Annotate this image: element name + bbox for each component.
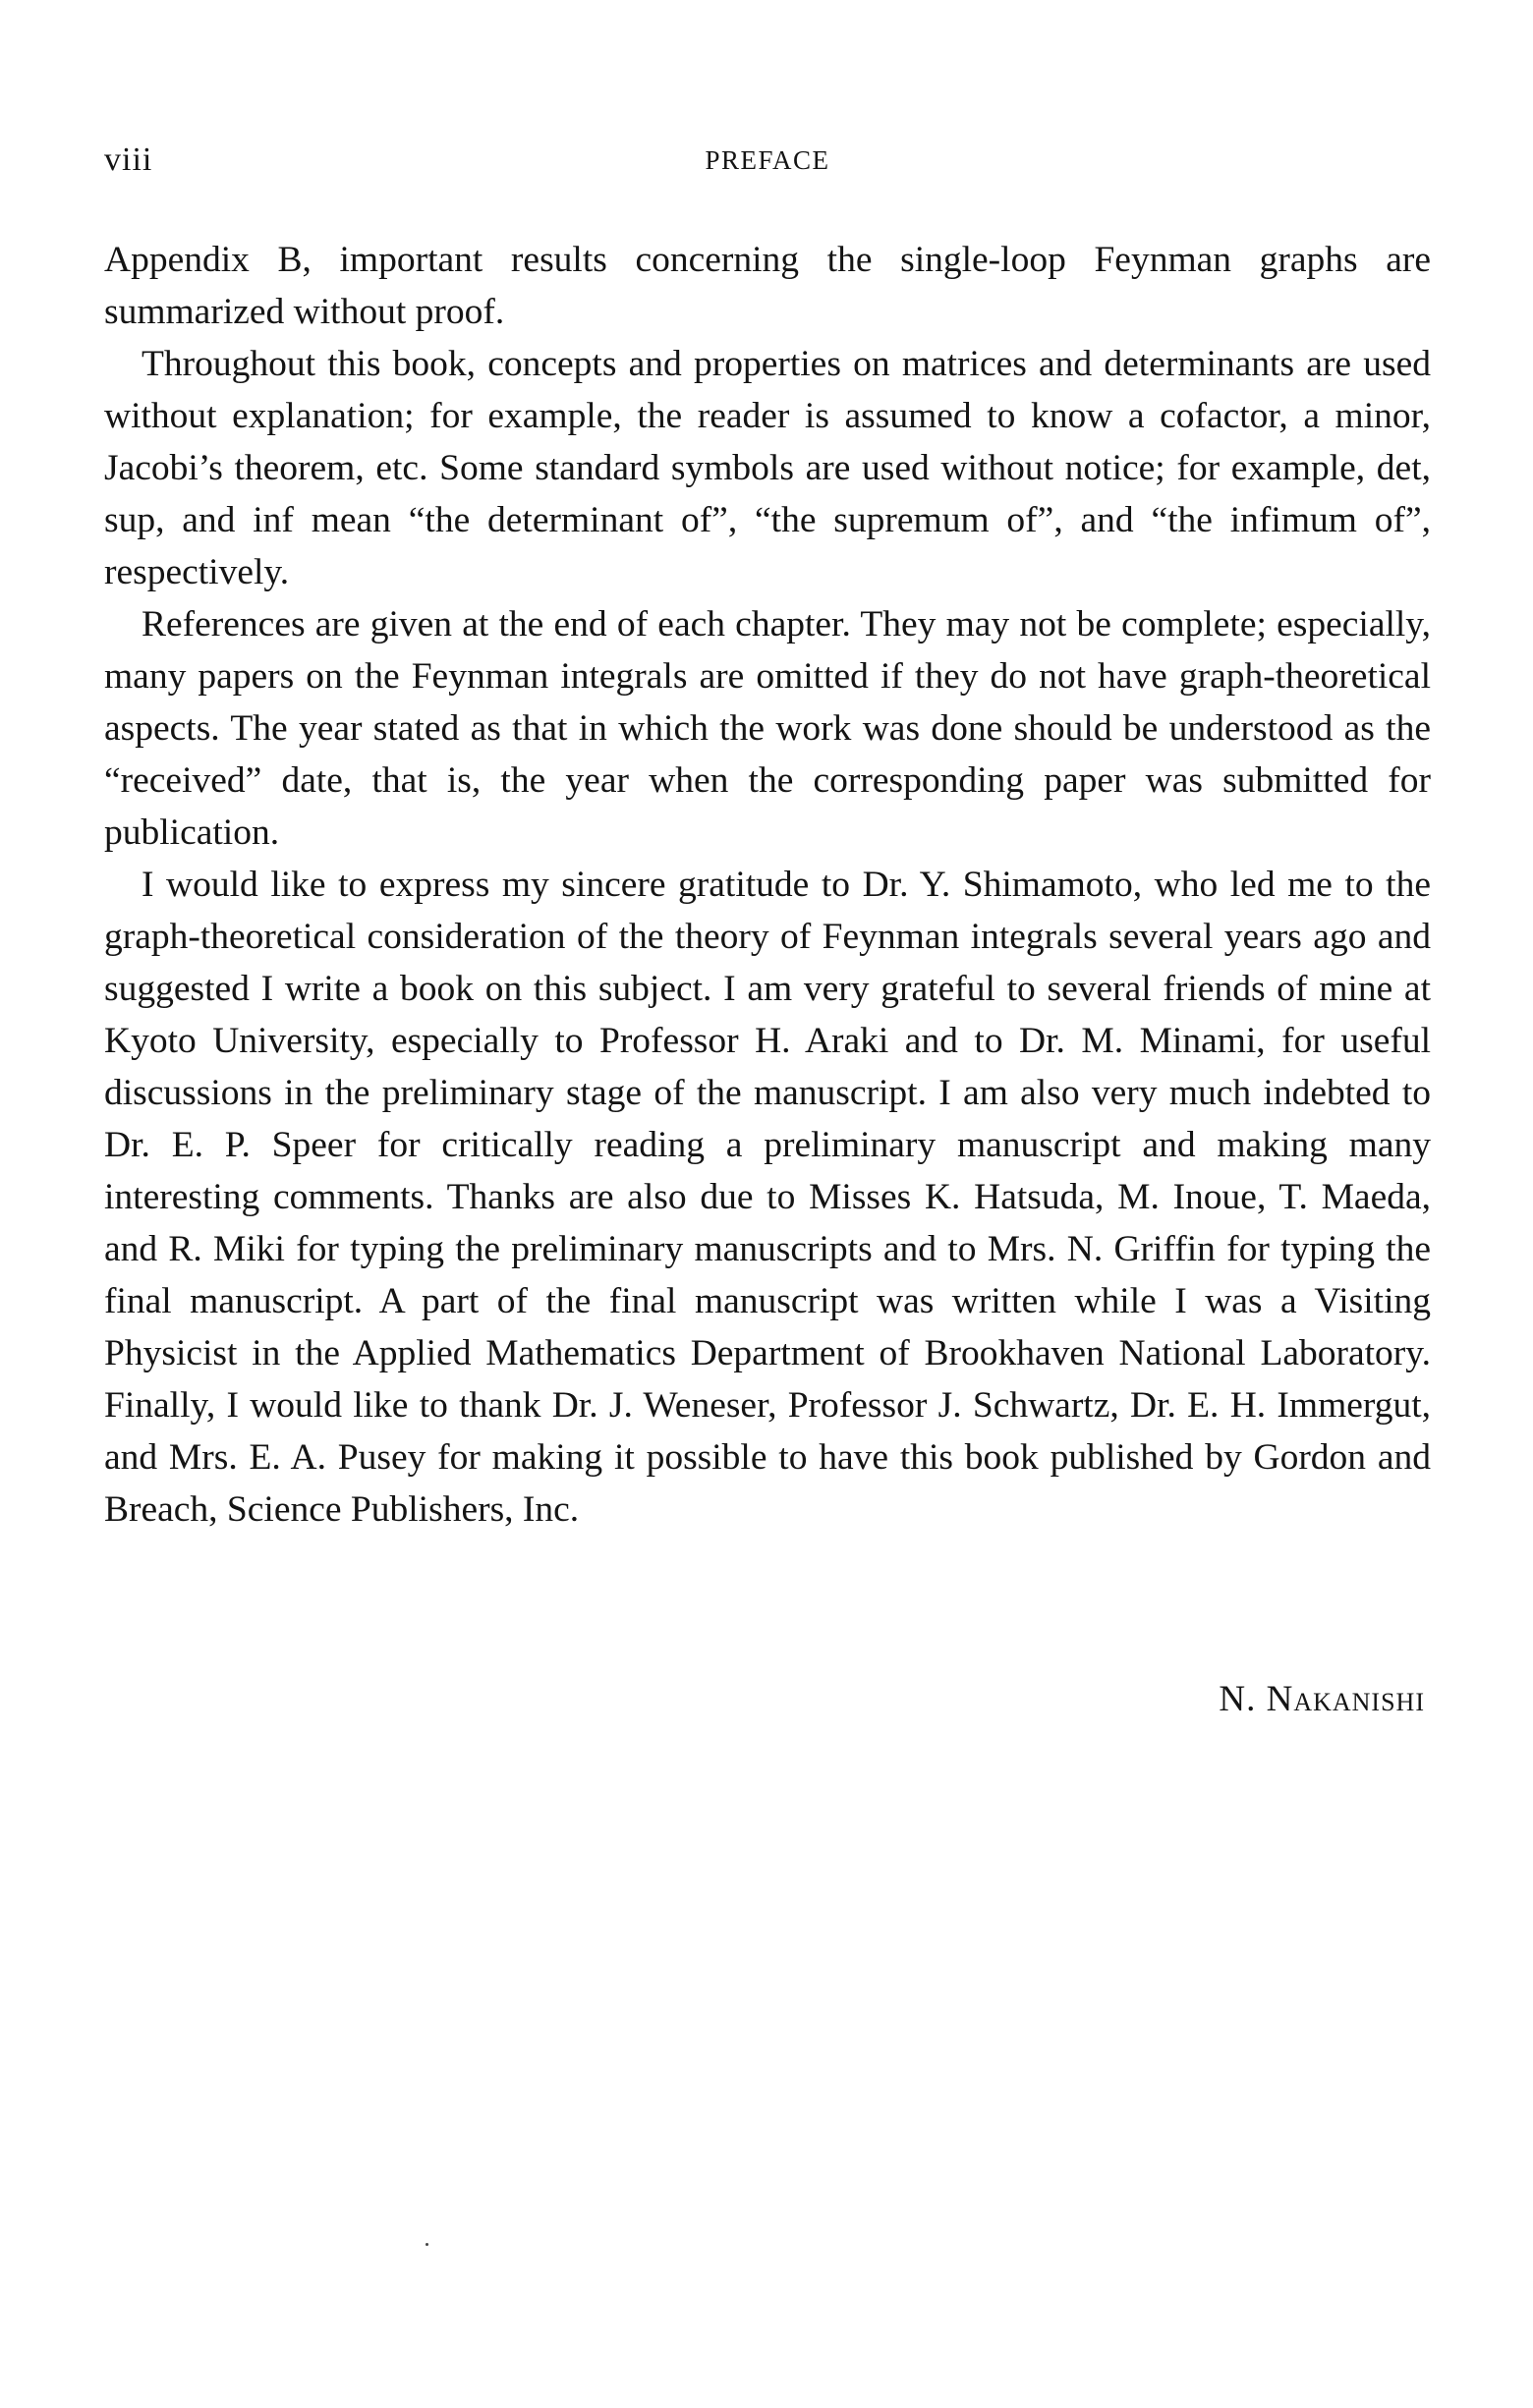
running-head (104, 141, 1431, 191)
preface-body (104, 234, 1431, 1536)
ink-speck (426, 2243, 428, 2246)
paragraph-notation: Throughout this book, concepts and properties on matrices and determinants are used without explanation; for example, the reader is assumed to know a cofactor, a minor, Jacobi’s theorem, etc. Some standard symbols are used without notice; for example, det, sup, and inf mean “the determinant of”, “the supremum of”, and “the infimum of”, respectively. (104, 344, 1431, 592)
paragraph-appendix-continuation: Appendix B, important results concerning the single-loop Feynman graphs are summarized without proof. (104, 240, 1431, 332)
author-signature: N. Nakanishi (1219, 1679, 1425, 1719)
paragraph-acknowledgements: I would like to express my sincere gratitude to Dr. Y. Shimamoto, who led me to the graph-theoretical consideration of the theory of Feynman integrals several years ago and suggested I write a book on this subject. I am very grateful to several friends of mine at Kyoto University, especially to Professor H. Araki and to Dr. M. Minami, for useful discussions in the preliminary stage of the manuscript. I am also very much indebted to Dr. E. P. Speer for critically reading a preliminary manuscript and making many interesting comments. Thanks are also due to Misses K. Hatsuda, M. Inoue, T. Maeda, and R. Miki for typing the preliminary manuscripts and to Mrs. N. Griffin for typing the final manuscript. A part of the final manuscript was written while I was a Visiting Physicist in the Applied Mathematics Department of Brookhaven National Laboratory. Finally, I would like to thank Dr. J. Weneser, Professor J. Schwartz, Dr. E. H. Immergut, and Mrs. E. A. Pusey for making it possible to have this book published by Gordon and Breach, Science Publishers, Inc. (104, 865, 1431, 1530)
paragraph-references: References are given at the end of each chapter. They may not be complete; especially, many papers on the Feynman integrals are omitted if they do not have graph-theoretical aspects. The year stated as that in which the work was done should be understood as the “received” date, that is, the year when the corresponding paper was submitted for publication. (104, 604, 1431, 853)
running-title: PREFACE (705, 145, 830, 175)
page-number: viii (104, 141, 153, 178)
